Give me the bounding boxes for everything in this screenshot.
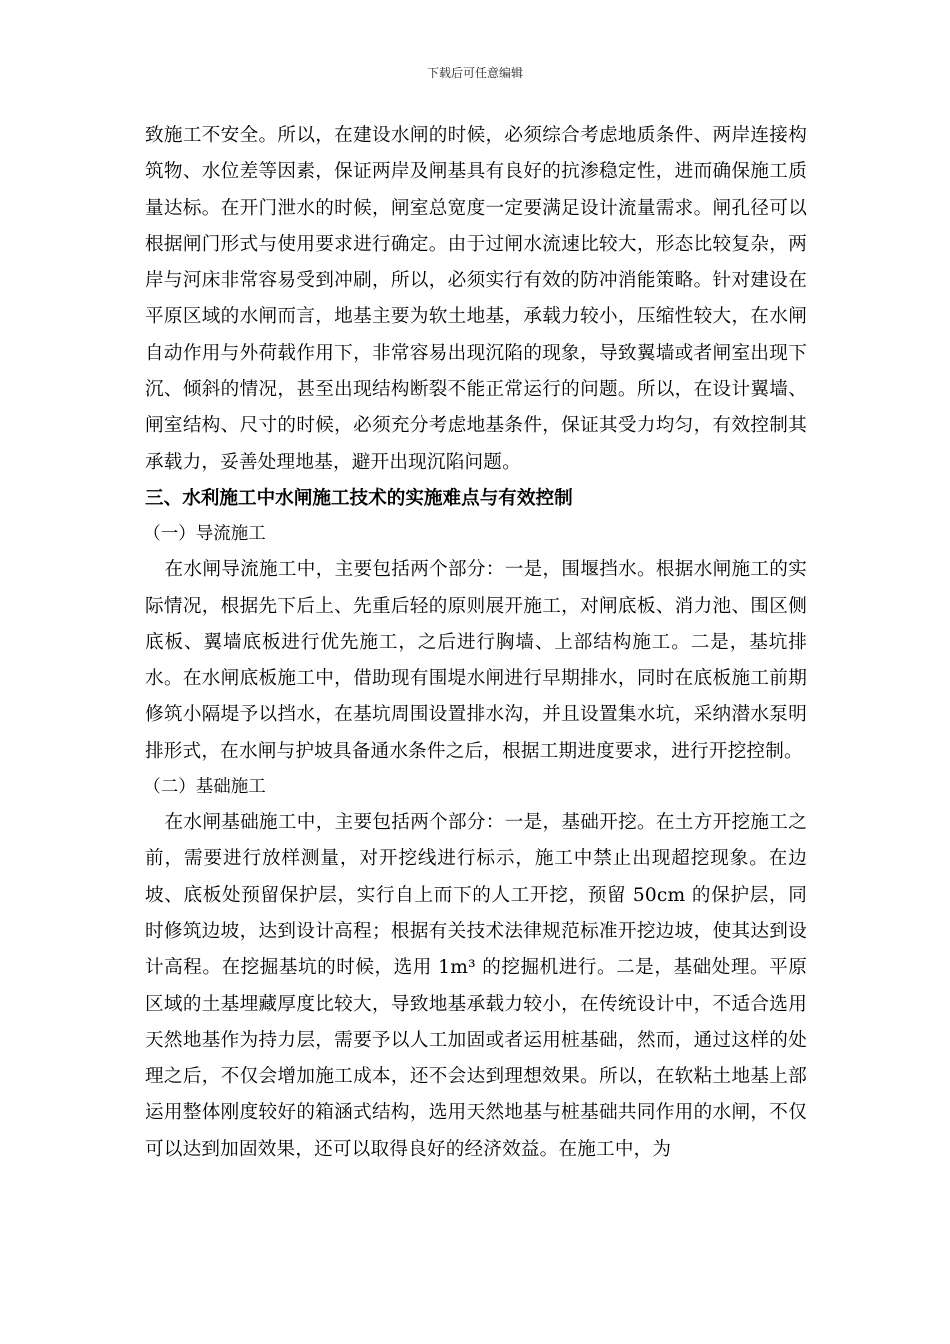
paragraph-continuation: 致施工不安全。所以，在建设水闸的时候，必须综合考虑地质条件、两岸连接构筑物、水位差等因素，保证两岸及闸基具有良好的抗渗稳定性，进而确保施工质量达标。在开门泄水的时候，闸室总宽度一定要满足设计流量需求。闸孔径可以根据闸门形式与使用要求进行确定。由于过闸水流速比较大，形态比较复杂，两岸与河床非常容易受到冲刷，所以，必须实行有效的防冲消能策略。针对建设在平原区域的水闸而言，地基主要为软土地基，承载力较小，压缩性较大，在水闸自动作用与外荷载作用下，非常容易出现沉陷的现象，导致翼墙或者闸室出现下沉、倾斜的情况，甚至出现结构断裂不能正常运行的问题。所以，在设计翼墙、闸室结构、尺寸的时候，必须充分考虑地基条件，保证其受力均匀，有效控制其承载力，妥善处理地基，避开出现沉陷问题。 bbox=[145, 125, 807, 473]
paragraph-diversion: 在水闸导流施工中，主要包括两个部分：一是，围堰挡水。根据水闸施工的实际情况，根据先下后上、先重后轻的原则展开施工，对闸底板、消力池、围区侧底板、翼墙底板进行优先施工，之后进行胸墙、上部结构施工。二是，基坑排水。在水闸底板施工中，借助现有围堤水闸进行早期排水，同时在底板施工前期修筑小隔堤予以挡水，在基坑周围设置排水沟，并且设置集水坑，采纳潜水泵明排形式，在水闸与护坡具备通水条件之后，根据工期进度要求，进行开挖控制。 bbox=[145, 559, 807, 762]
section-heading: 三、水利施工中水闸施工技术的实施难点与有效控制 bbox=[145, 487, 573, 509]
subsection-heading-diversion: （一）导流施工 bbox=[143, 524, 266, 545]
document-body bbox=[145, 118, 807, 1168]
page-header: 下载后可任意编辑 bbox=[426, 66, 523, 80]
subsection-heading-foundation: （二）基础施工 bbox=[143, 777, 266, 798]
paragraph-foundation: 在水闸基础施工中，主要包括两个部分：一是，基础开挖。在土方开挖施工之前，需要进行放样测量，对开挖线进行标示，施工中禁止出现超挖现象。在边坡、底板处预留保护层，实行自上而下的人工开挖，预留 50cm 的保护层，同时修筑边坡，达到设计高程；根据有关技术法律规范标准开挖边坡，使其达到设计高程。在挖掘基坑的时候，选用 1m³ 的挖掘机进行。二是，基础处理。平原区域的土基埋藏厚度比较大，导致地基承载力较小，在传统设计中，不适合选用天然地基作为持力层，需要予以人工加固或者运用桩基础，然而，通过这样的处理之后，不仅会增加施工成本，还不会达到理想效果。所以，在软粘土地基上部运用整体刚度较好的箱涵式结构，选用天然地基与桩基础共同作用的水闸，不仅可以达到加固效果，还可以取得良好的经济效益。在施工中，为 bbox=[145, 812, 807, 1160]
